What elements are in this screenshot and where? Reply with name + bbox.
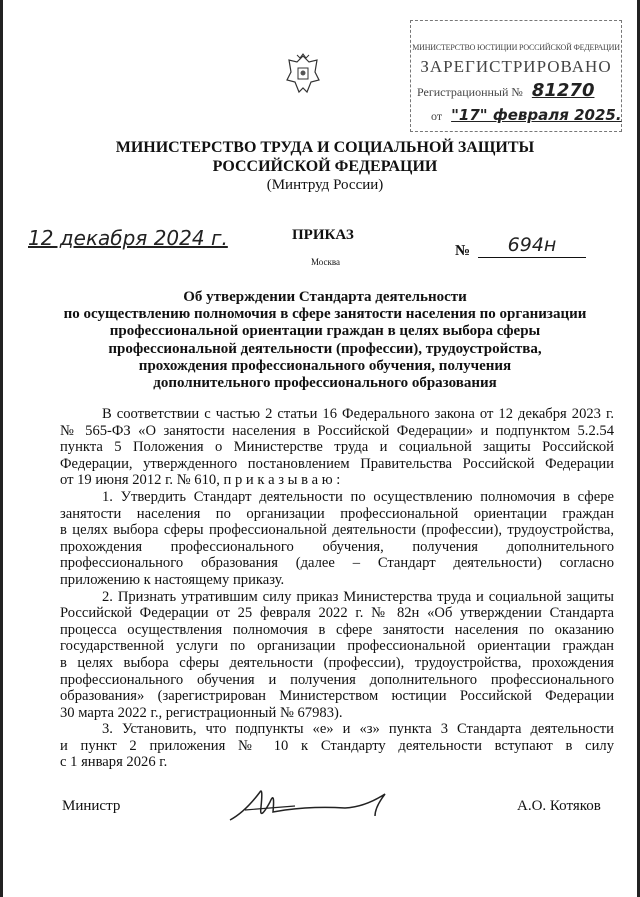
paragraph-line: № 565-ФЗ «О занятости населения в Российской Федерации» и подпунктом 5.2.54 bbox=[60, 422, 614, 439]
stamp-reg-line bbox=[417, 80, 594, 103]
order-city: Москва bbox=[311, 257, 340, 267]
paragraph-4 bbox=[60, 721, 614, 771]
paragraph-line: профессионального образования (далее – Стандарт деятельности) согласно bbox=[60, 555, 614, 572]
paragraph-line: в целях выбора сферы деятельности (профессии), трудоустройства, прохождения bbox=[60, 654, 614, 671]
stamp-date-prefix: от bbox=[431, 109, 443, 123]
order-body bbox=[60, 406, 614, 771]
order-date: 12 декабря 2024 г. bbox=[28, 226, 228, 250]
order-type: ПРИКАЗ bbox=[292, 227, 354, 243]
ministry-name-country: РОССИЙСКОЙ ФЕДЕРАЦИИ bbox=[212, 158, 438, 175]
order-title bbox=[60, 289, 590, 392]
stamp-status: ЗАРЕГИСТРИРОВАНО bbox=[420, 57, 612, 76]
stamp-date-line bbox=[431, 105, 622, 126]
paragraph-line: государственной услуги по организации профессиональной ориентации граждан bbox=[60, 638, 614, 655]
ministry-name: МИНИСТЕРСТВО ТРУДА И СОЦИАЛЬНОЙ ЗАЩИТЫ bbox=[115, 139, 535, 156]
registration-stamp bbox=[410, 20, 622, 132]
paragraph-line: в целях выбора сферы профессиональной деятельности (профессии), трудоустройства, bbox=[60, 522, 614, 539]
paragraph-line: процесса осуществления полномочия в сфере занятости населения по оказанию bbox=[60, 621, 614, 638]
title-line: профессиональной деятельности (профессии), трудоустройства, bbox=[108, 340, 542, 357]
paragraph-line: Федерации, утвержденного постановлением Правительства Российской Федерации bbox=[60, 455, 614, 472]
paragraph-line: профессионального обучения и получения дополнительного профессионального bbox=[60, 671, 614, 688]
title-line: по осуществлению полномочия в сфере занятости населения по организации bbox=[63, 306, 587, 323]
order-number: 694н bbox=[507, 234, 557, 256]
paragraph-line: В соответствии с частью 2 статьи 16 Федерального закона от 12 декабря 2023 г. bbox=[102, 406, 614, 422]
stamp-date: "17" февраля 2025. bbox=[451, 106, 622, 124]
order-number-label: № bbox=[455, 243, 471, 259]
ministry-short-name: (Минтруд России) bbox=[266, 177, 384, 193]
paragraph-line: 3. Установить, что подпункты «е» и «з» пункта 3 Стандарта деятельности bbox=[102, 721, 614, 738]
title-line: дополнительного профессионального образования bbox=[153, 375, 497, 392]
paragraph-2 bbox=[60, 489, 614, 589]
title-line: профессиональной ориентации граждан в целях выбора сферы bbox=[109, 323, 541, 340]
paragraph-line: прохождения профессионального обучения, получения дополнительного bbox=[60, 538, 614, 555]
paragraph-1 bbox=[60, 406, 614, 489]
paragraph-line: пункта 5 Положения о Министерстве труда и социальной защиты Российской bbox=[60, 439, 614, 456]
paragraph-line: занятости населения по организации профессиональной ориентации граждан bbox=[60, 505, 614, 522]
title-line: Об утверждении Стандарта деятельности bbox=[183, 289, 467, 305]
stamp-authority: МИНИСТЕРСТВО ЮСТИЦИИ РОССИЙСКОЙ ФЕДЕРАЦИИ bbox=[412, 43, 620, 52]
paragraph-3 bbox=[60, 589, 614, 722]
paragraph-line: приложению к настоящему приказу. bbox=[60, 571, 285, 588]
paragraph-line: образования» (зарегистрирован Министерством юстиции Российской Федерации bbox=[60, 688, 614, 705]
signatory-position: Министр bbox=[62, 798, 121, 814]
scan-edge-left bbox=[0, 0, 3, 897]
paragraph-line: и пункт 2 приложения № 10 к Стандарту деятельности вступают в силу bbox=[60, 737, 614, 754]
paragraph-line: с 1 января 2026 г. bbox=[60, 754, 168, 771]
paragraph-line: Российской Федерации от 25 февраля 2022 г. № 82н «Об утверждении Стандарта bbox=[60, 605, 614, 622]
title-line: прохождения профессионального обучения, получения bbox=[138, 357, 512, 374]
paragraph-line: 1. Утвердить Стандарт деятельности по осуществлению полномочия в сфере bbox=[102, 488, 614, 505]
paragraph-line: от 19 июня 2012 г. № 610, п р и к а з ы в а ю : bbox=[60, 472, 341, 489]
paragraph-line: 30 марта 2022 г., регистрационный № 67983). bbox=[60, 704, 343, 721]
signatory-name: А.О. Котяков bbox=[517, 798, 601, 814]
paragraph-line: 2. Признать утратившим силу приказ Министерства труда и социальной защиты bbox=[102, 588, 614, 605]
order-number-field bbox=[478, 233, 586, 258]
stamp-reg-label: Регистрационный № bbox=[417, 85, 523, 99]
handwritten-signature bbox=[225, 782, 405, 827]
stamp-reg-number: 81270 bbox=[531, 80, 595, 101]
coat-of-arms-icon bbox=[283, 52, 323, 96]
